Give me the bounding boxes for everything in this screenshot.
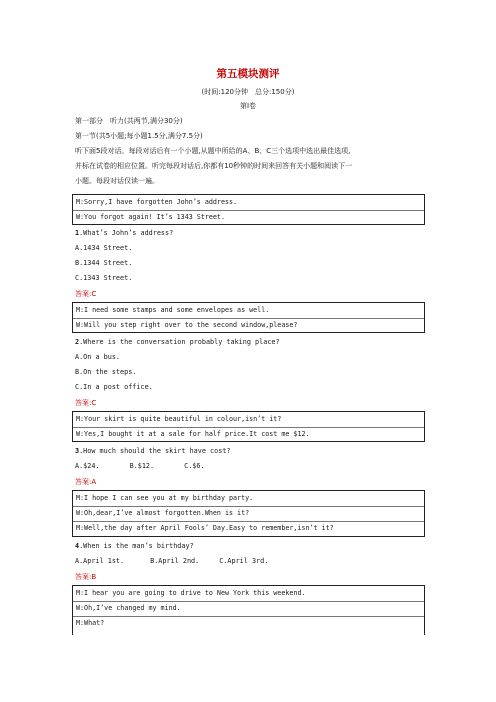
answer-value: A	[91, 478, 97, 486]
option	[75, 462, 205, 470]
answer	[75, 398, 96, 408]
answer	[75, 289, 96, 299]
dialogue-box	[72, 411, 425, 442]
answer-value: C	[91, 399, 97, 407]
option: B.1344 Street.	[75, 259, 133, 267]
dialogue-line: M:Well,the day after April Fools’ Day.Easy to remember,isn’t it?	[76, 524, 334, 532]
option-b: B.$12.	[129, 462, 155, 470]
answer-label: 答案:	[75, 290, 92, 298]
question-text: .When is the man’s birthday?	[79, 542, 194, 550]
instruction-line: 听下面5段对话。每段对话后有一个小题,从题中所给的A、B、C三个选项中选出最佳选项,	[75, 147, 351, 155]
question-number: 4	[75, 542, 80, 550]
question-text: .What’s John’s address?	[79, 229, 174, 237]
option-c: C.April 3rd.	[219, 557, 269, 565]
exam-info: (时间:120分钟 总分:150分)	[201, 88, 295, 96]
dialogue-line: W:Yes,I bought it at a sale for half price.It cost me $12.	[76, 430, 310, 438]
question-number: 2	[75, 338, 80, 346]
dialogue-line: W:Will you step right over to the second window,please?	[76, 321, 298, 329]
dialogue-line: W:Oh,I’ve changed my mind.	[76, 604, 181, 612]
answer	[75, 572, 96, 582]
question-number: 3	[75, 447, 80, 455]
answer-label: 答案:	[75, 478, 92, 486]
question-text: .How much should the skirt have cost?	[79, 447, 231, 455]
question	[75, 542, 194, 550]
answer-value: C	[91, 290, 97, 298]
dialogue-line: M:What?	[76, 619, 105, 627]
dialogue-line: M:Your skirt is quite beautiful in colour,isn’t it?	[76, 415, 282, 423]
dialogue-line: M:I hear you are going to drive to New York this weekend.	[76, 589, 306, 597]
dialogue-box	[72, 194, 425, 225]
part-heading: 第一部分 听力(共两节,满分30分)	[75, 117, 183, 125]
dialogue-line: W:Oh,dear,I’ve almost forgotten.When is it?	[76, 509, 250, 517]
page-title: 第五模块测评	[216, 68, 280, 80]
volume-heading: 第Ⅰ卷	[239, 102, 257, 110]
question	[75, 229, 173, 237]
instruction-line: 并标在试卷的相应位置。听完每段对话后,你都有10秒钟的时间来回答有关小题和阅读下一	[75, 162, 353, 170]
answer	[75, 477, 96, 487]
option: C.In a post office.	[75, 383, 153, 391]
answer-value: B	[91, 573, 97, 581]
option: B.On the steps.	[75, 368, 137, 376]
question	[75, 447, 231, 455]
answer-label: 答案:	[75, 573, 92, 581]
option-b: B.April 2nd.	[150, 557, 200, 565]
question-number: 1	[75, 229, 80, 237]
dialogue-box	[72, 585, 425, 635]
option: A.On a bus.	[75, 353, 121, 361]
option: A.1434 Street.	[75, 244, 133, 252]
question	[75, 338, 280, 346]
option: C.1343 Street.	[75, 274, 133, 282]
option	[75, 557, 268, 565]
answer-label: 答案:	[75, 399, 92, 407]
dialogue-box	[72, 302, 425, 333]
question-text: .Where is the conversation probably taking place?	[79, 338, 280, 346]
option-c: C.$6.	[184, 462, 205, 470]
dialogue-line: M:I hope I can see you at my birthday party.	[76, 494, 254, 502]
option-a: A.April 1st.	[75, 557, 125, 565]
dialogue-line: M:Sorry,I have forgotten John’s address.	[76, 198, 238, 206]
section-heading: 第一节(共5小题;每小题1.5分,满分7.5分)	[75, 132, 203, 140]
dialogue-line: M:I need some stamps and some envelopes as well.	[76, 306, 270, 314]
dialogue-line: W:You forgot again! It’s 1343 Street.	[76, 213, 225, 221]
option-a: A.$24.	[75, 462, 100, 470]
instruction-line: 小题。每段对话仅读一遍。	[75, 177, 159, 185]
dialogue-box	[72, 490, 425, 537]
